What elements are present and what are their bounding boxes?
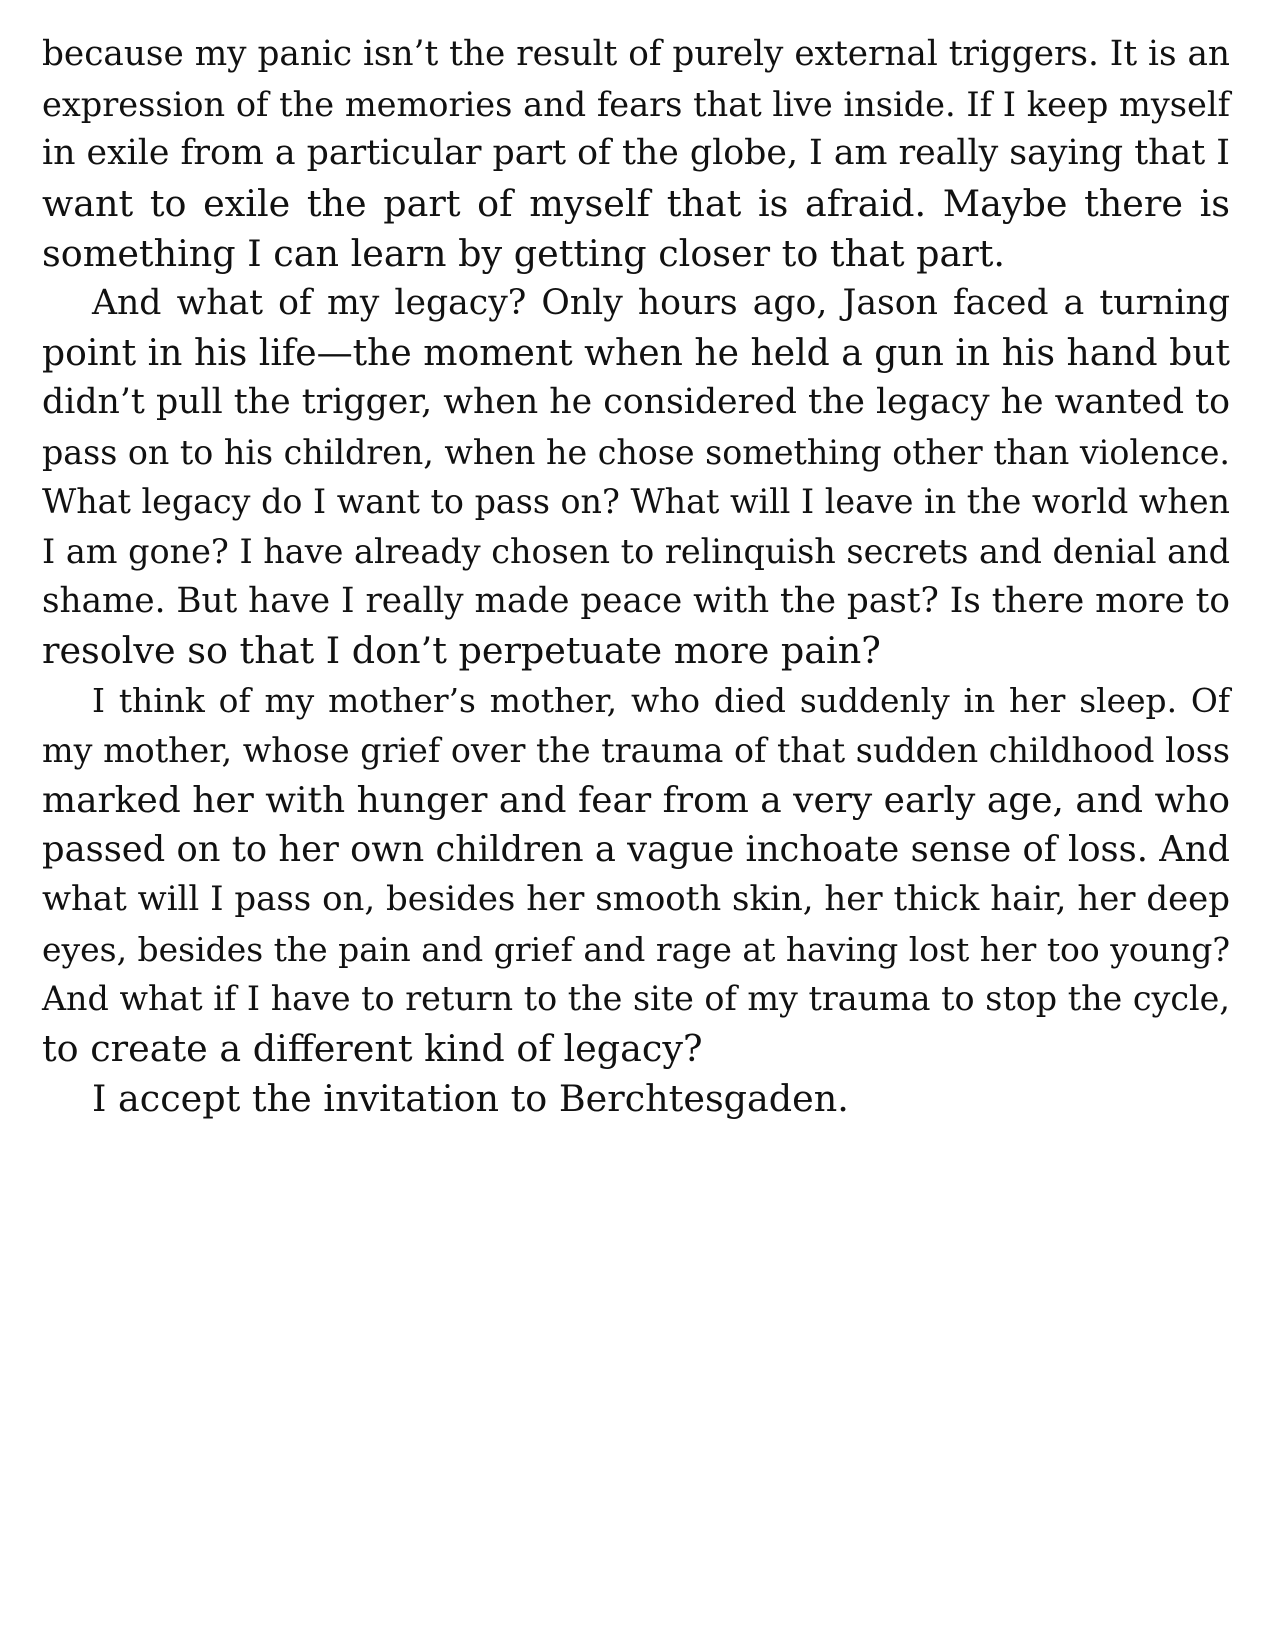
text-line: want to exile the part of myself that is afraid. Maybe there is (42, 182, 1230, 226)
paragraph-1 (42, 30, 1230, 279)
text-line: marked her with hunger and fear from a very early age, and who (42, 779, 1230, 821)
text-line: passed on to her own children a vague inchoate sense of loss. And (42, 829, 1230, 871)
text-line: eyes, besides the pain and grief and rage at having lost her too young? (42, 929, 1230, 969)
text-line: resolve so that I don’t perpetuate more pain? (42, 629, 881, 673)
paragraph-2 (42, 279, 1230, 677)
text-line: in exile from a particular part of the globe, I am really saying that I (42, 133, 1230, 174)
text-line: my mother, whose grief over the trauma of that sudden childhood loss (42, 730, 1230, 770)
text-line: I accept the invitation to Berchtesgaden. (92, 1076, 849, 1120)
text-line: expression of the memories and fears that live inside. If I keep myself (42, 84, 1230, 124)
text-line: And what of my legacy? Only hours ago, Jason faced a turning (92, 282, 1230, 323)
text-line: I am gone? I have already chosen to relinquish secrets and denial and (42, 532, 1230, 572)
text-line: something I can learn by getting closer to that part. (42, 231, 1005, 275)
text-line: to create a different kind of legacy? (42, 1027, 703, 1071)
paragraph-3 (42, 676, 1230, 1074)
document-page (42, 30, 1230, 1123)
text-line: shame. But have I really made peace with the past? Is there more to (42, 580, 1230, 621)
text-line: pass on to his children, when he chose something other than violence. (42, 432, 1230, 472)
text-line: What legacy do I want to pass on? What will I leave in the world when (42, 482, 1230, 522)
text-line: didn’t pull the trigger, when he considered the legacy he wanted to (42, 381, 1230, 422)
text-line: because my panic isn’t the result of purely external triggers. It is an (42, 34, 1230, 74)
text-line: point in his life—the moment when he held a gun in his hand but (42, 331, 1230, 375)
text-line: And what if I have to return to the site of my trauma to stop the cycle, (42, 979, 1230, 1019)
text-line: what will I pass on, besides her smooth skin, her thick hair, her deep (42, 878, 1230, 919)
text-line: I think of my mother’s mother, who died suddenly in her sleep. Of (92, 681, 1230, 721)
paragraph-4 (42, 1074, 1230, 1124)
